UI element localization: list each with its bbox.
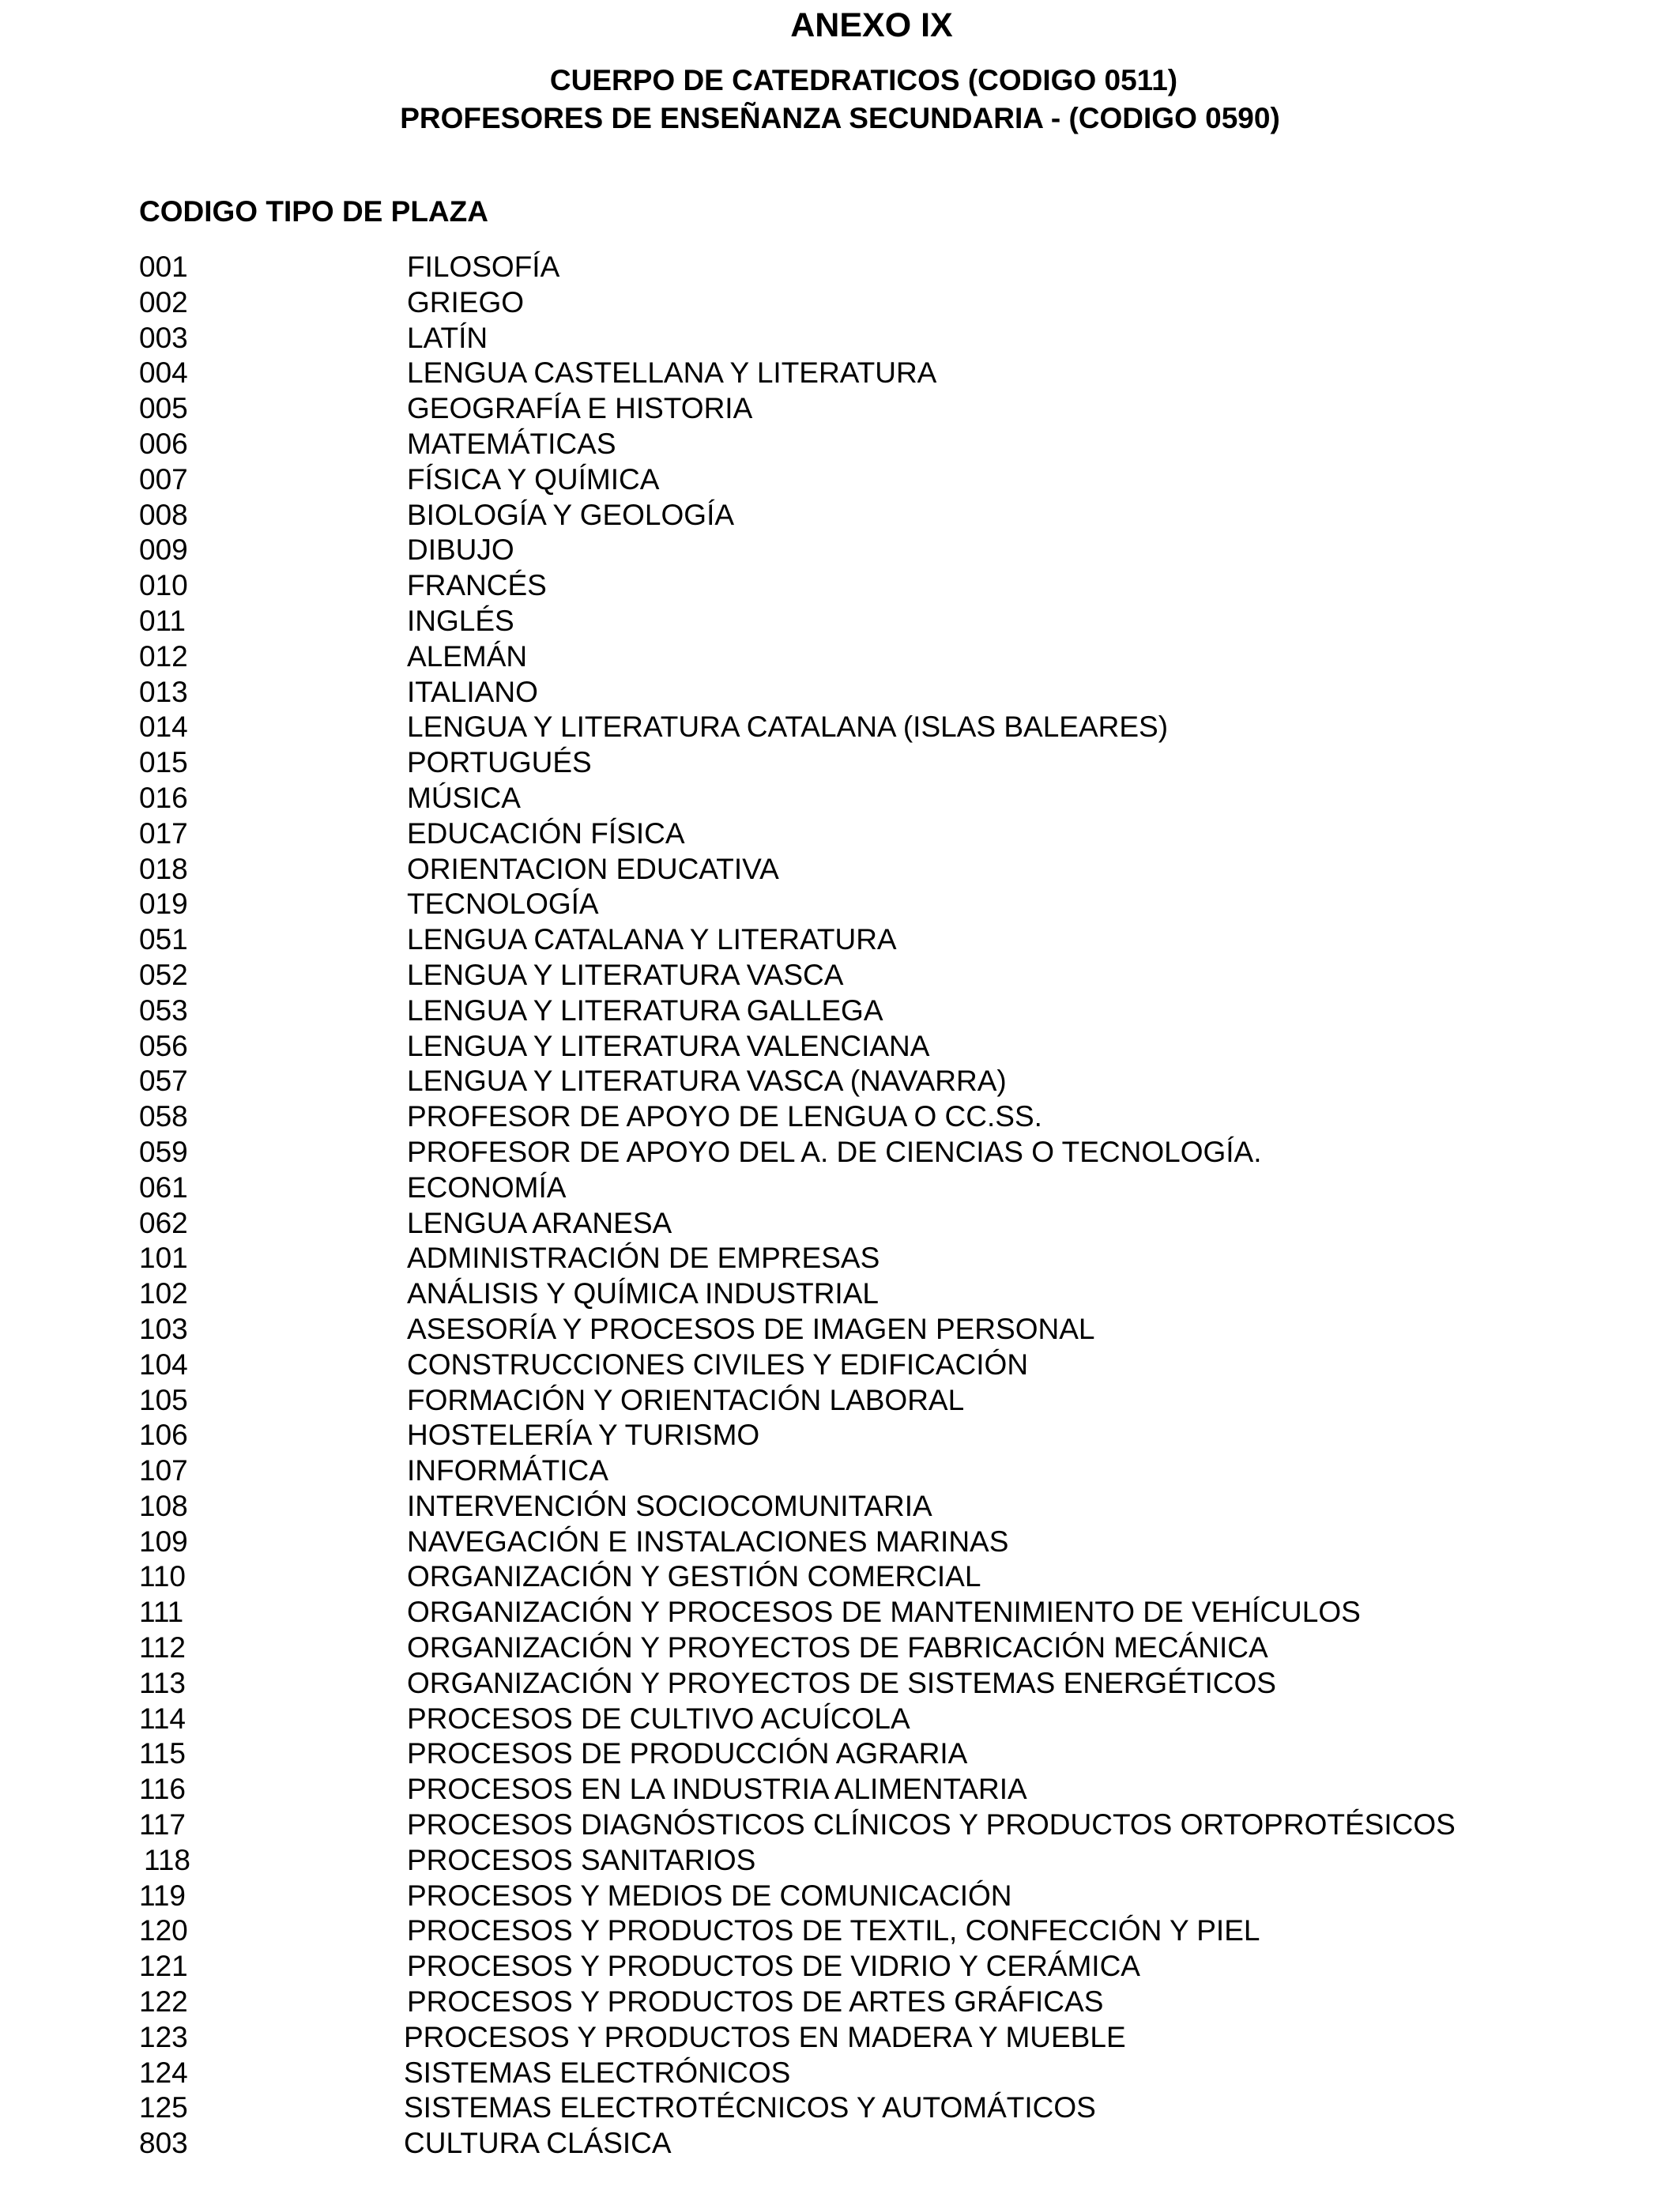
list-item	[0, 1029, 1680, 1065]
list-item	[0, 2126, 1680, 2162]
plaza-code: 016	[139, 781, 188, 814]
plaza-name: GRIEGO	[407, 285, 525, 319]
list-item	[0, 1418, 1680, 1453]
plaza-name: NAVEGACIÓN E INSTALACIONES MARINAS	[407, 1525, 1009, 1558]
list-item	[0, 1630, 1680, 1666]
list-item	[0, 250, 1680, 285]
list-item	[0, 781, 1680, 816]
document-title: ANEXO IX	[790, 6, 953, 44]
list-item	[0, 1736, 1680, 1772]
plaza-name: FRANCÉS	[407, 569, 547, 602]
plaza-name: LENGUA Y LITERATURA VALENCIANA	[407, 1029, 930, 1062]
plaza-code: 114	[139, 1702, 186, 1735]
plaza-name: LENGUA CATALANA Y LITERATURA	[407, 923, 897, 956]
list-item	[0, 391, 1680, 427]
list-item	[0, 1312, 1680, 1348]
list-item	[0, 1879, 1680, 1914]
list-item	[0, 1985, 1680, 2020]
plaza-code: 006	[139, 427, 188, 460]
plaza-name: ASESORÍA Y PROCESOS DE IMAGEN PERSONAL	[407, 1312, 1095, 1345]
plaza-name: MATEMÁTICAS	[407, 427, 616, 460]
plaza-name: PROCESOS Y PRODUCTOS DE VIDRIO Y CERÁMICA	[407, 1950, 1140, 1983]
list-item	[0, 710, 1680, 745]
list-item	[0, 356, 1680, 391]
list-item	[0, 462, 1680, 498]
plaza-code: 014	[139, 711, 188, 744]
list-item	[0, 1702, 1680, 1737]
list-item	[0, 2090, 1680, 2126]
list-item	[0, 816, 1680, 852]
plaza-code: 017	[139, 816, 188, 850]
plaza-name: ITALIANO	[407, 675, 538, 708]
plaza-name: PROFESOR DE APOYO DEL A. DE CIENCIAS O TECNOLOGÍA.	[407, 1135, 1262, 1168]
list-item	[0, 498, 1680, 533]
list-item	[0, 675, 1680, 711]
plaza-name: CONSTRUCCIONES CIVILES Y EDIFICACIÓN	[407, 1348, 1029, 1381]
plaza-code: 122	[139, 1985, 188, 2019]
plaza-code: 003	[139, 321, 188, 354]
plaza-code: 015	[139, 746, 188, 779]
plaza-name: LENGUA Y LITERATURA VASCA	[407, 958, 844, 991]
plaza-code: 119	[139, 1879, 186, 1912]
plaza-code: 101	[139, 1242, 188, 1275]
list-item	[0, 1525, 1680, 1560]
plaza-name: ORGANIZACIÓN Y GESTIÓN COMERCIAL	[407, 1560, 981, 1593]
plaza-code: 005	[139, 392, 188, 425]
list-item	[0, 1453, 1680, 1489]
plaza-name: PROFESOR DE APOYO DE LENGUA O CC.SS.	[407, 1100, 1042, 1133]
plaza-name: TECNOLOGÍA	[407, 888, 599, 921]
list-item	[0, 604, 1680, 639]
plaza-code: 019	[139, 888, 188, 921]
plaza-code: 062	[139, 1206, 188, 1239]
list-item	[0, 2056, 1680, 2091]
list-item	[0, 1206, 1680, 1242]
plaza-name: PROCESOS Y PRODUCTOS DE TEXTIL, CONFECCIÓN Y PIEL	[407, 1914, 1260, 1947]
plaza-code: 113	[139, 1666, 186, 1699]
plaza-name: LENGUA CASTELLANA Y LITERATURA	[407, 356, 937, 390]
list-item	[0, 1808, 1680, 1843]
list-item	[0, 1064, 1680, 1099]
plaza-name: CULTURA CLÁSICA	[404, 2127, 672, 2160]
list-item	[0, 1666, 1680, 1702]
list-item	[0, 852, 1680, 888]
plaza-code: 123	[139, 2020, 188, 2053]
plaza-name: ADMINISTRACIÓN DE EMPRESAS	[407, 1242, 880, 1275]
plaza-name: GEOGRAFÍA E HISTORIA	[407, 392, 753, 425]
plaza-list	[0, 250, 1680, 2162]
plaza-name: FORMACIÓN Y ORIENTACIÓN LABORAL	[407, 1383, 965, 1416]
list-item	[0, 745, 1680, 781]
plaza-name: ALEMÁN	[407, 639, 528, 673]
plaza-code: 057	[139, 1065, 188, 1098]
plaza-code: 120	[139, 1914, 188, 1947]
list-item	[0, 533, 1680, 568]
plaza-name: INFORMÁTICA	[407, 1454, 608, 1487]
plaza-name: LENGUA Y LITERATURA VASCA (NAVARRA)	[407, 1065, 1007, 1098]
plaza-name: FÍSICA Y QUÍMICA	[407, 462, 660, 496]
plaza-code: 002	[139, 285, 188, 319]
plaza-code: 116	[139, 1773, 186, 1806]
plaza-name: DIBUJO	[407, 533, 514, 567]
plaza-name: PROCESOS DE PRODUCCIÓN AGRARIA	[407, 1737, 968, 1770]
plaza-name: PROCESOS EN LA INDUSTRIA ALIMENTARIA	[407, 1773, 1027, 1806]
list-item	[0, 1843, 1680, 1879]
plaza-name: ECONOMÍA	[407, 1171, 567, 1204]
plaza-code: 052	[139, 958, 188, 991]
plaza-code: 018	[139, 852, 188, 885]
column-header: CODIGO TIPO DE PLAZA	[139, 195, 488, 228]
list-item	[0, 321, 1680, 356]
plaza-name: ORGANIZACIÓN Y PROYECTOS DE SISTEMAS ENERGÉTICOS	[407, 1666, 1276, 1699]
list-item	[0, 1171, 1680, 1206]
list-item	[0, 1099, 1680, 1135]
plaza-name: FILOSOFÍA	[407, 251, 560, 283]
plaza-name: SISTEMAS ELECTROTÉCNICOS Y AUTOMÁTICOS	[404, 2091, 1096, 2124]
plaza-code: 011	[139, 604, 186, 637]
plaza-name: PROCESOS DIAGNÓSTICOS CLÍNICOS Y PRODUCTOS ORTOPROTÉSICOS	[407, 1808, 1456, 1842]
plaza-code: 107	[139, 1454, 188, 1487]
list-item	[0, 887, 1680, 922]
plaza-code: 803	[139, 2127, 188, 2160]
plaza-code: 013	[139, 675, 188, 708]
plaza-name: PORTUGUÉS	[407, 746, 592, 779]
list-item	[0, 1559, 1680, 1595]
plaza-code: 109	[139, 1525, 188, 1558]
plaza-name: PROCESOS Y MEDIOS DE COMUNICACIÓN	[407, 1879, 1012, 1912]
plaza-code: 108	[139, 1489, 188, 1522]
plaza-name: ORGANIZACIÓN Y PROYECTOS DE FABRICACIÓN MECÁNICA	[407, 1631, 1268, 1664]
list-item	[0, 2020, 1680, 2056]
plaza-name: LENGUA ARANESA	[407, 1206, 672, 1239]
plaza-name: EDUCACIÓN FÍSICA	[407, 816, 685, 850]
plaza-code: 007	[139, 462, 188, 496]
plaza-name: MÚSICA	[407, 781, 521, 814]
list-item	[0, 1348, 1680, 1383]
list-item	[0, 285, 1680, 321]
list-item	[0, 1913, 1680, 1949]
plaza-name: BIOLOGÍA Y GEOLOGÍA	[407, 498, 735, 531]
list-item	[0, 1772, 1680, 1808]
plaza-code: 008	[139, 498, 188, 531]
plaza-name: ORGANIZACIÓN Y PROCESOS DE MANTENIMIENTO DE VEHÍCULOS	[407, 1596, 1361, 1629]
plaza-code: 110	[139, 1560, 186, 1593]
plaza-code: 061	[139, 1171, 188, 1204]
list-item	[0, 958, 1680, 993]
plaza-code: 106	[139, 1419, 188, 1452]
list-item	[0, 1276, 1680, 1312]
list-item	[0, 427, 1680, 462]
list-item	[0, 993, 1680, 1029]
plaza-code: 009	[139, 533, 188, 567]
list-item	[0, 568, 1680, 604]
list-item	[0, 922, 1680, 958]
plaza-code: 056	[139, 1029, 188, 1062]
plaza-code: 103	[139, 1312, 188, 1345]
plaza-code: 053	[139, 993, 188, 1027]
plaza-code: 102	[139, 1277, 188, 1310]
plaza-name: PROCESOS DE CULTIVO ACUÍCOLA	[407, 1702, 910, 1735]
plaza-code: 124	[139, 2056, 188, 2089]
document-subtitle-line1: CUERPO DE CATEDRATICOS (CODIGO 0511)	[549, 64, 1178, 96]
plaza-code: 010	[139, 569, 188, 602]
plaza-name: INTERVENCIÓN SOCIOCOMUNITARIA	[407, 1489, 932, 1522]
list-item	[0, 1135, 1680, 1171]
plaza-code: 111	[139, 1596, 184, 1629]
plaza-code: 051	[139, 923, 188, 956]
plaza-name: INGLÉS	[407, 604, 514, 637]
plaza-code: 059	[139, 1135, 188, 1168]
plaza-code: 125	[139, 2091, 188, 2124]
list-item	[0, 639, 1680, 675]
plaza-name: LATÍN	[407, 321, 488, 354]
plaza-name: LENGUA Y LITERATURA CATALANA (ISLAS BALEARES)	[407, 711, 1169, 744]
plaza-name: ANÁLISIS Y QUÍMICA INDUSTRIAL	[407, 1277, 879, 1310]
document-subtitle-line2: PROFESORES DE ENSEÑANZA SECUNDARIA - (CODIGO 0590)	[400, 102, 1280, 134]
plaza-code: 121	[139, 1950, 188, 1983]
list-item	[0, 1595, 1680, 1630]
plaza-name: LENGUA Y LITERATURA GALLEGA	[407, 993, 883, 1027]
plaza-code: 117	[139, 1808, 186, 1842]
plaza-code: 118	[144, 1843, 190, 1876]
plaza-code: 104	[139, 1348, 188, 1381]
plaza-name: PROCESOS Y PRODUCTOS DE ARTES GRÁFICAS	[407, 1985, 1104, 2019]
plaza-name: HOSTELERÍA Y TURISMO	[407, 1419, 760, 1452]
plaza-name: PROCESOS SANITARIOS	[407, 1843, 756, 1876]
plaza-code: 012	[139, 639, 188, 673]
list-item	[0, 1489, 1680, 1525]
plaza-code: 058	[139, 1100, 188, 1133]
plaza-code: 004	[139, 356, 188, 390]
plaza-name: PROCESOS Y PRODUCTOS EN MADERA Y MUEBLE	[404, 2020, 1126, 2053]
plaza-name: SISTEMAS ELECTRÓNICOS	[404, 2056, 791, 2089]
plaza-code: 115	[139, 1737, 186, 1770]
list-item	[0, 1949, 1680, 1985]
plaza-code: 112	[139, 1631, 186, 1664]
plaza-code: 105	[139, 1383, 188, 1416]
list-item	[0, 1241, 1680, 1276]
plaza-code: 001	[139, 251, 188, 283]
plaza-name: ORIENTACION EDUCATIVA	[407, 852, 779, 885]
list-item	[0, 1383, 1680, 1419]
